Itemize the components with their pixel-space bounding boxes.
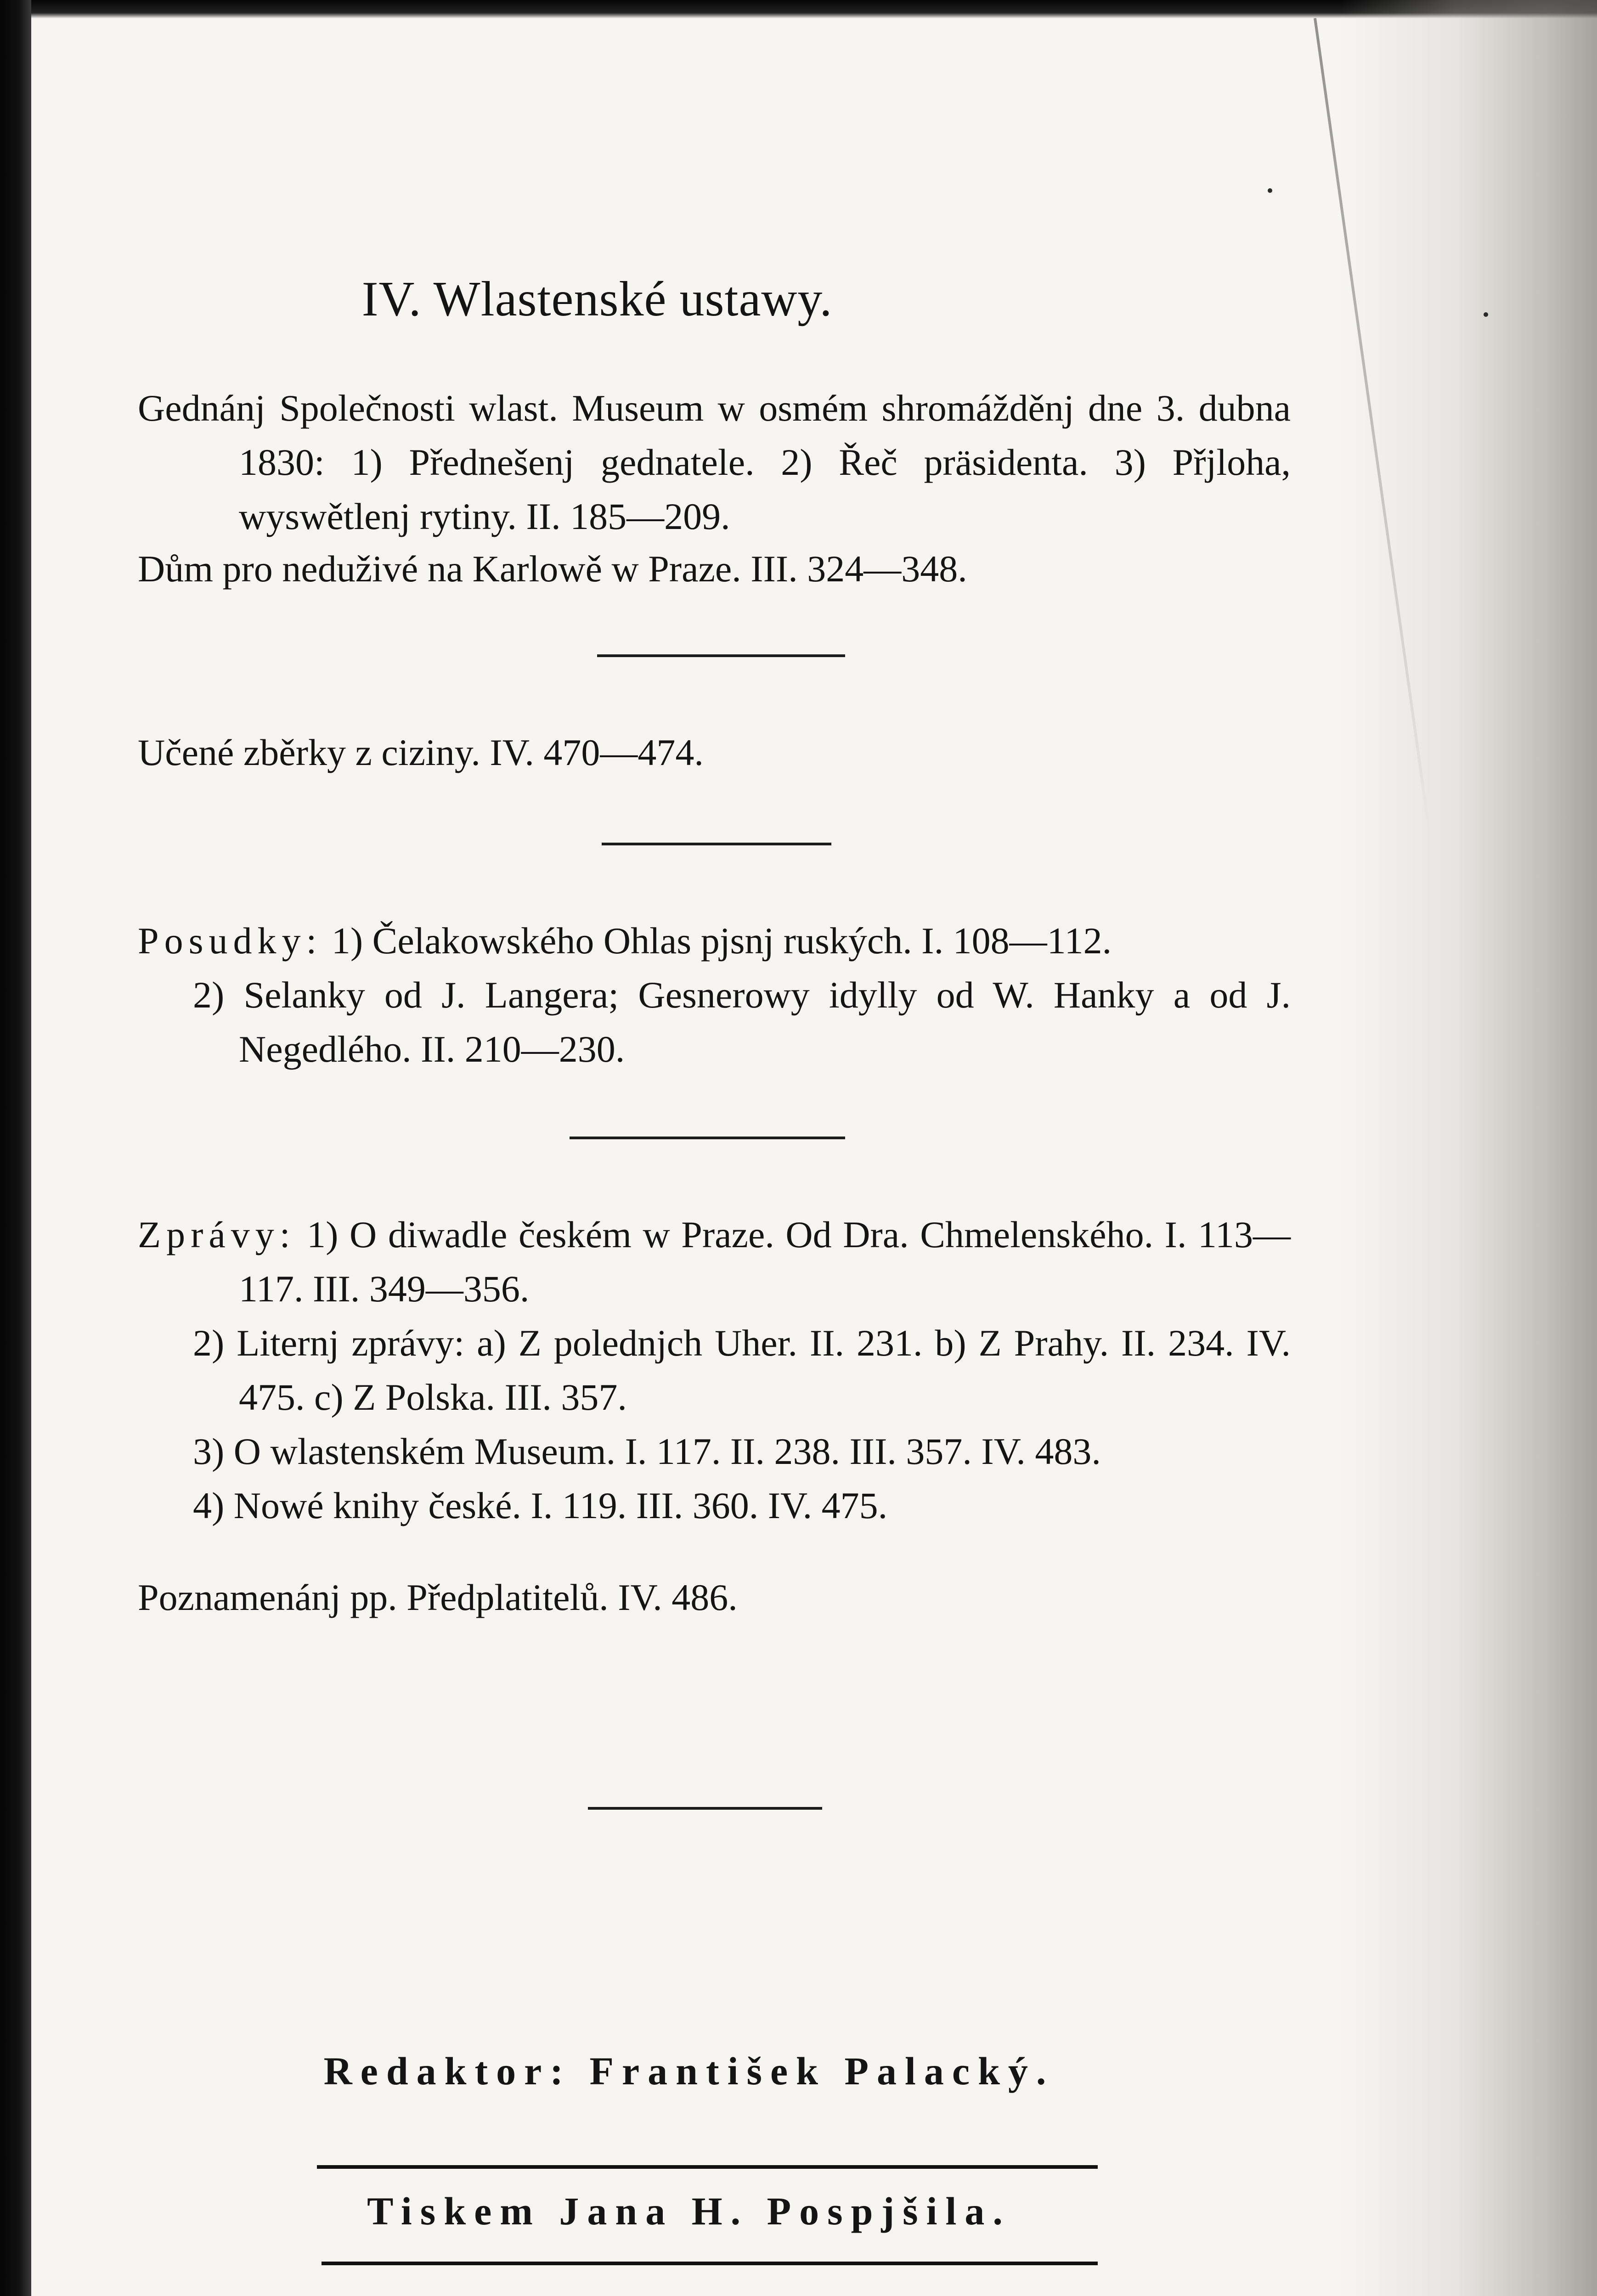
section-heading: IV. Wlastenské ustawy. [361, 272, 833, 326]
entry-zprawy-item-3: 3) O wlastenském Museum. I. 117. II. 238. III. 357. IV. 483. [193, 1430, 1101, 1472]
footer-redaktor: Redaktor: František Palacký. [323, 2049, 1055, 2093]
scan-speck [1484, 312, 1488, 317]
footer-tisk: Tiskem Jana H. Pospjšila. [367, 2189, 1011, 2233]
entry-zprawy-item-4: 4) Nowé knihy české. I. 119. III. 360. IV. 475. [193, 1485, 888, 1526]
entry-posudky-line [138, 914, 1291, 968]
divider-2 [602, 843, 831, 845]
divider-4 [588, 1807, 822, 1810]
entry-zprawy-line [138, 1208, 1291, 1316]
footer-rule-top [317, 2165, 1098, 2169]
entry-zprawy-title: Zprávy: [138, 1214, 296, 1255]
entry-posudky-item-1: 1) Čelakowského Ohlas pjsnj ruských. I. 108—112. [331, 920, 1112, 962]
entry-dum-text: Dům pro neduživé na Karlowě w Praze. III. 324—348. [138, 548, 967, 590]
entry-posudky-item-2: 2) Selanky od J. Langera; Gesnerowy idylly od W. Hanky a od J. Negedlého. II. 210—230. [193, 974, 1291, 1070]
entry-zprawy-item-1: 1) O diwadle českém w Praze. Od Dra. Chmelenského. I. 113—117. III. 349—356. [239, 1214, 1291, 1310]
entry-gednanj-text: Gednánj Společnosti wlast. Museum w osmém shromážděnj dne 3. dubna 1830: 1) Přednešenj gednatele. 2) Řeč präsidenta. 3) Přjloha, wyswětlenj rytiny. II. 185—209. [138, 387, 1291, 537]
entry-poznamenanj [138, 1570, 1291, 1625]
entry-posudky-title: Posudky: [138, 920, 322, 962]
entry-dum [138, 542, 1291, 596]
scan-edge-left [0, 0, 31, 2296]
page-shadow-right [1340, 0, 1597, 2296]
entry-ucene-text: Učené zběrky z ciziny. IV. 470—474. [138, 732, 704, 773]
footer-rule-bottom [322, 2262, 1098, 2265]
entry-zprawy-item-2: 2) Liternj zprávy: a) Z polednjch Uher. II. 231. b) Z Prahy. II. 234. IV. 475. c) Z Polska. III. 357. [193, 1322, 1291, 1418]
scan-speck [1268, 188, 1272, 193]
entry-poznamenanj-text: Poznamenánj pp. Předplatitelů. IV. 486. [138, 1576, 738, 1618]
divider-3 [570, 1137, 845, 1139]
entry-gednanj [138, 381, 1291, 544]
entry-posudky [138, 914, 1291, 1076]
divider-1 [597, 654, 845, 657]
entry-zprawy [138, 1208, 1291, 1533]
entry-ucene [138, 726, 1291, 780]
